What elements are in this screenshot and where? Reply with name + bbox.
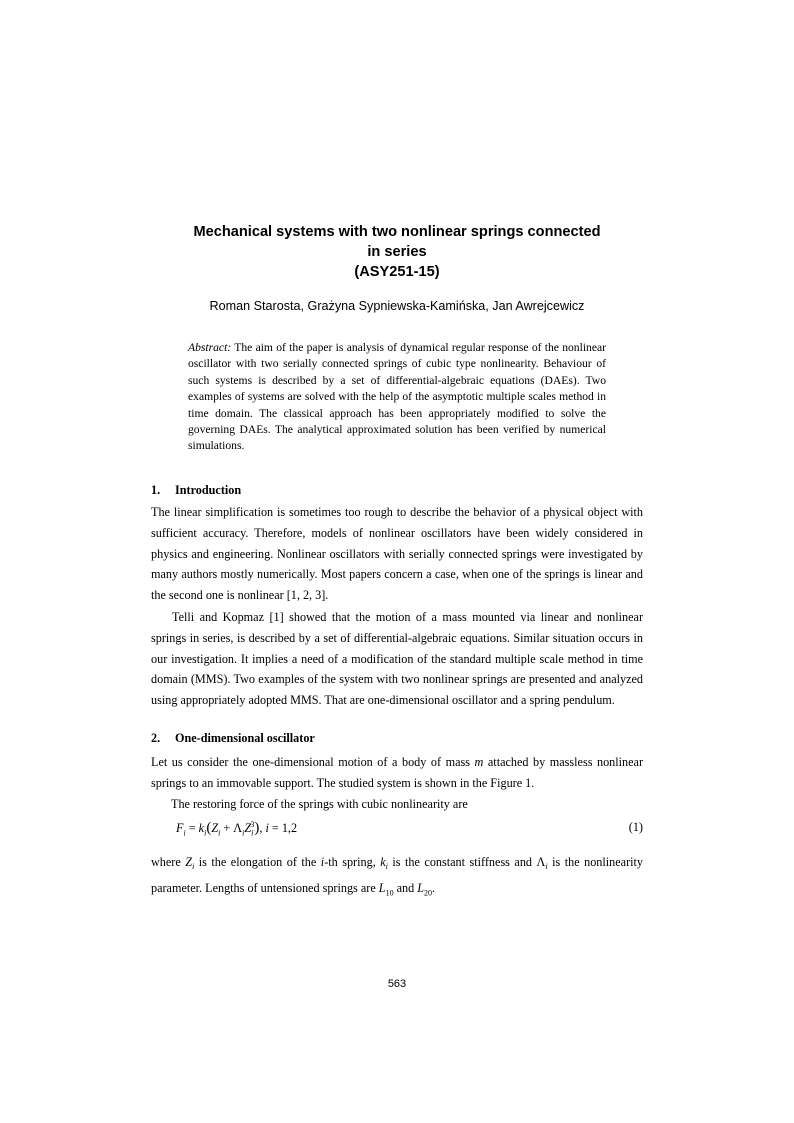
abstract-text: The aim of the paper is analysis of dynamical regular response of the nonlinear oscillator with two serially connected springs of cubic type nonlinearity. Behaviour of such systems is described by a set of differential-algebraic equations (DAEs). Two examples of systems are solved with the help of the asymptotic multiple scales method in time domain. The classical approach has been appropriately modified to solve the governing DAEs. The analytical approximated solution has been verified by numerical simulations. bbox=[188, 341, 606, 453]
title-line-2: in series bbox=[367, 244, 427, 260]
section-1-paragraph-2: Telli and Kopmaz [1] showed that the motion of a mass mounted via linear and nonlinear springs in series, is described by a set of differential-algebraic equations. Similar situation occurs in our investigation. It implies a need of a modification of the standard multiple scale method in time domain (MMS). Two examples of the system with two nonlinear springs are presented and analyzed using appropriately adopted MMS. That are one-dimensional oscillator and a spring pendulum. bbox=[151, 610, 643, 708]
para-text: attached by massless nonlinear springs to an immovable support. The studied system is shown in the Figure 1. bbox=[151, 755, 644, 790]
section-1-paragraph-1: The linear simplification is sometimes too rough to describe the behavior of a physical object with sufficient accuracy. Therefore, models of nonlinear oscillators have been widely considered in physics and engineering. Nonlinear oscillators with serially connected springs were investigated by many authors mostly numerically. Most papers concern a case, when one of the springs is linear and the second one is nonlinear [1, 2, 3]. bbox=[151, 505, 643, 603]
section-2-title: One-dimensional oscillator bbox=[175, 731, 315, 745]
paper-title bbox=[150, 222, 644, 282]
section-1-title: Introduction bbox=[175, 483, 242, 497]
section-2-heading bbox=[151, 731, 315, 746]
paper-code: (ASY251-15) bbox=[354, 264, 440, 280]
section-2-paragraph-2: The restoring force of the springs with cubic nonlinearity are bbox=[171, 797, 468, 811]
page-number: 563 bbox=[387, 978, 407, 990]
abstract-label: Abstract: bbox=[188, 341, 232, 354]
para-text: Let us consider the one-dimensional motion of a body of mass bbox=[151, 755, 475, 769]
mass-symbol: m bbox=[474, 755, 484, 769]
equation-1 bbox=[176, 820, 643, 838]
equation-number: (1) bbox=[628, 820, 643, 834]
abstract bbox=[188, 340, 606, 455]
authors: Roman Starosta, Grażyna Sypniewska-Kamińska, Jan Awrejcewicz bbox=[209, 299, 585, 313]
section-1-number: 1. bbox=[151, 483, 161, 497]
section-2-paragraph-1 bbox=[151, 752, 643, 794]
equation-body: $F_i = k_i(Z_i + \Lambda_iZ_i^3)$, i = 1,2 bbox=[176, 820, 298, 838]
section-1-heading bbox=[151, 483, 241, 498]
section-2-number: 2. bbox=[151, 731, 161, 745]
section-2-paragraph-3: where $Z_i$ is the elongation of the i-th spring, $k_i$ is the constant stiffness and $\Lambda_i$ is the nonlinearity parameter. Lengths of untensioned springs are $L_{10}$ and $L_{20}$. bbox=[151, 855, 644, 898]
title-line-1: Mechanical systems with two nonlinear springs connected bbox=[193, 224, 601, 240]
